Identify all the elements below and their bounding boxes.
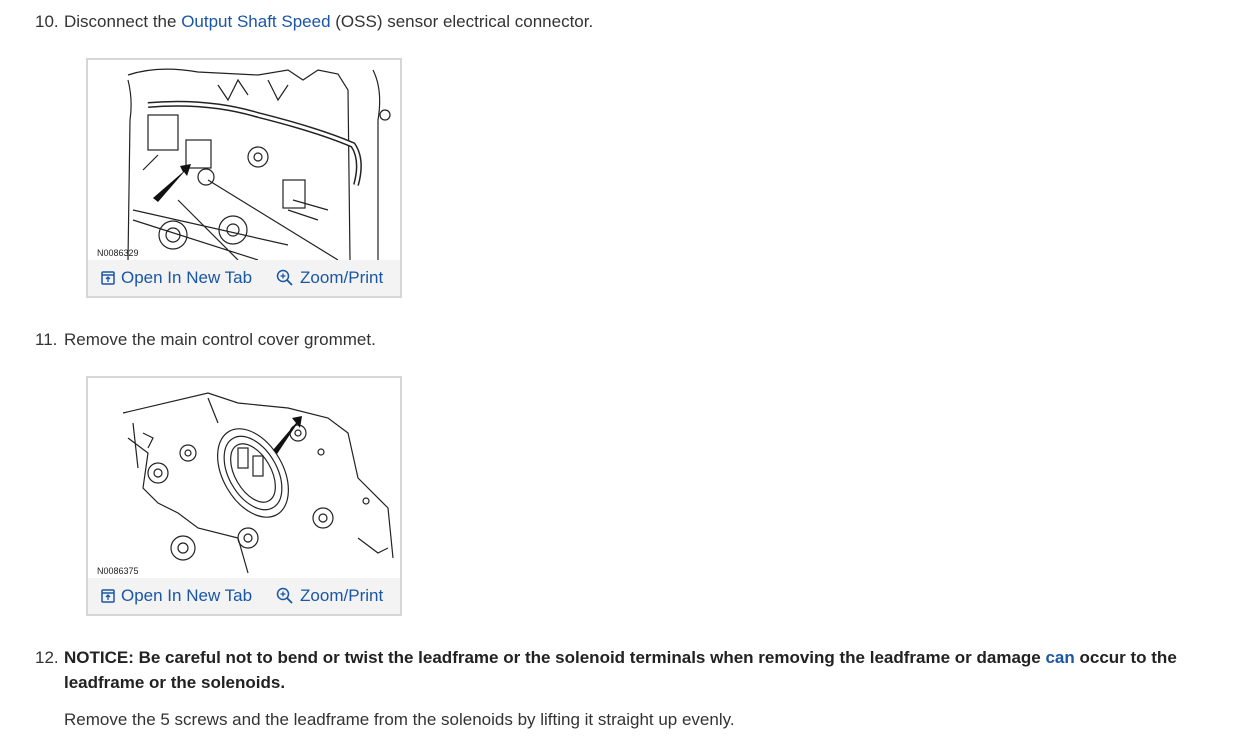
- figure-toolbar: [88, 578, 400, 614]
- figure-id: N0086329: [97, 248, 139, 258]
- notice-text: [64, 645, 1235, 695]
- notice-text-head: NOTICE: Be careful not to bend or twist the leadframe or the solenoid terminals when removing the leadframe or damage: [64, 648, 1046, 667]
- notice-text-tail: occur to the leadframe or the solenoids.: [64, 648, 1177, 692]
- zoom-in-icon: [276, 269, 294, 287]
- figure-id: N0086375: [97, 566, 139, 576]
- step-number: 10.: [35, 12, 59, 31]
- grommet-illustration: [88, 378, 400, 578]
- zoom-print-label: Zoom/Print: [300, 268, 384, 287]
- oss-link[interactable]: Output Shaft Speed: [181, 12, 331, 31]
- step-text-tail: (OSS) sensor electrical connector.: [330, 12, 594, 31]
- step-text: Disconnect the: [64, 12, 182, 31]
- figure-oss-sensor: [86, 58, 402, 298]
- zoom-in-icon: [276, 587, 294, 605]
- step-11: [35, 327, 376, 352]
- open-in-new-tab-label: Open In New Tab: [121, 268, 253, 287]
- step-number: 11.: [35, 330, 58, 349]
- figure-main-control-cover-grommet: [86, 376, 402, 616]
- can-link[interactable]: can: [1045, 648, 1075, 667]
- open-new-tab-icon: [101, 271, 115, 285]
- open-in-new-tab-button[interactable]: [101, 586, 252, 606]
- step-text: Remove the main control cover grommet.: [64, 330, 376, 349]
- zoom-print-button[interactable]: [276, 586, 383, 606]
- zoom-print-button[interactable]: [276, 268, 383, 288]
- step-number: 12.: [35, 648, 59, 667]
- zoom-print-label: Zoom/Print: [300, 586, 384, 605]
- step-12-instruction: Remove the 5 screws and the leadframe from the solenoids by lifting it straight up evenly.: [64, 710, 735, 729]
- step-12: [35, 645, 1235, 695]
- figure-toolbar: [88, 260, 400, 296]
- open-in-new-tab-button[interactable]: [101, 268, 252, 288]
- open-new-tab-icon: [101, 589, 115, 603]
- open-in-new-tab-label: Open In New Tab: [121, 586, 253, 605]
- step-10: [35, 9, 593, 34]
- oss-sensor-illustration: [88, 60, 400, 260]
